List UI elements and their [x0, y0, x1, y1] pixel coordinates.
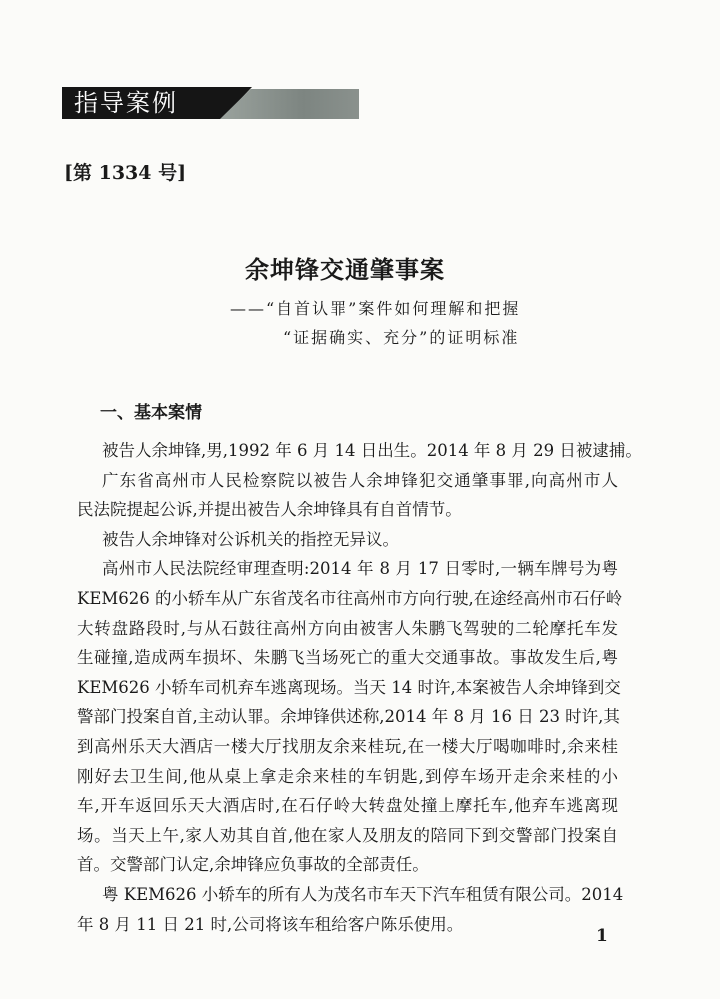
paragraph-line: KEM626 的小轿车从广东省茂名市往高州市方向行驶,在途经高州市石仔岭	[77, 588, 623, 608]
case-number: [第 1334 号]	[64, 162, 187, 184]
paragraph-line: 被告人余坤锋,男,1992 年 6 月 14 日出生。2014 年 8 月 29 日被逮捕。	[102, 441, 642, 460]
paragraph-line: 粤 KEM626 小轿车的所有人为茂名市车天下汽车租赁有限公司。2014	[102, 884, 624, 904]
subtitle-line-2: “证据确实、充分”的证明标准	[283, 328, 520, 347]
section-heading: 一、基本案情	[100, 403, 202, 423]
section-banner	[62, 87, 359, 119]
paragraph-line: 广东省高州市人民检察院以被告人余坤锋犯交通肇事罪,向高州市人	[102, 470, 618, 490]
document-title: 余坤锋交通肇事案	[245, 255, 445, 284]
paragraph-line: 警部门投案自首,主动认罪。余坤锋供述称,2014 年 8 月 16 日 23 时许,其	[77, 707, 620, 727]
paragraph-line: 被告人余坤锋对公诉机关的指控无异议。	[102, 529, 399, 549]
paragraph-line: 车,开车返回乐天大酒店时,在石仔岭大转盘处撞上摩托车,他弃车逃离现	[77, 796, 618, 816]
paragraph-line: 首。交警部门认定,余坤锋应负事故的全部责任。	[77, 855, 429, 875]
paragraph-line: 场。当天上午,家人劝其自首,他在家人及朋友的陪同下到交警部门投案自	[77, 825, 618, 845]
subtitle-line-1: ——“自首认罪”案件如何理解和把握	[230, 299, 521, 318]
page-number: 1	[596, 926, 608, 946]
paragraph-line: KEM626 小轿车司机弃车逃离现场。当天 14 时许,本案被告人余坤锋到交	[77, 677, 621, 697]
paragraph-line: 刚好去卫生间,他从桌上拿走余来桂的车钥匙,到停车场开走余来桂的小	[77, 766, 618, 786]
body-text	[77, 436, 642, 939]
paragraph-line: 大转盘路段时,与从石鼓往高州方向由被害人朱鹏飞驾驶的二轮摩托车发	[77, 618, 618, 638]
paragraph-line: 生碰撞,造成两车损坏、朱鹏飞当场死亡的重大交通事故。事故发生后,粤	[77, 648, 618, 668]
paragraph-line: 到高州乐天大酒店一楼大厅找朋友余来桂玩,在一楼大厅喝咖啡时,余来桂	[77, 736, 618, 756]
banner-label: 指导案例	[74, 89, 178, 117]
paragraph-line: 高州市人民法院经审理查明:2014 年 8 月 17 日零时,一辆车牌号为粤	[102, 559, 618, 579]
paragraph-line: 年 8 月 11 日 21 时,公司将该车租给客户陈乐使用。	[77, 914, 464, 934]
paragraph-line: 民法院提起公诉,并提出被告人余坤锋具有自首情节。	[77, 500, 462, 520]
